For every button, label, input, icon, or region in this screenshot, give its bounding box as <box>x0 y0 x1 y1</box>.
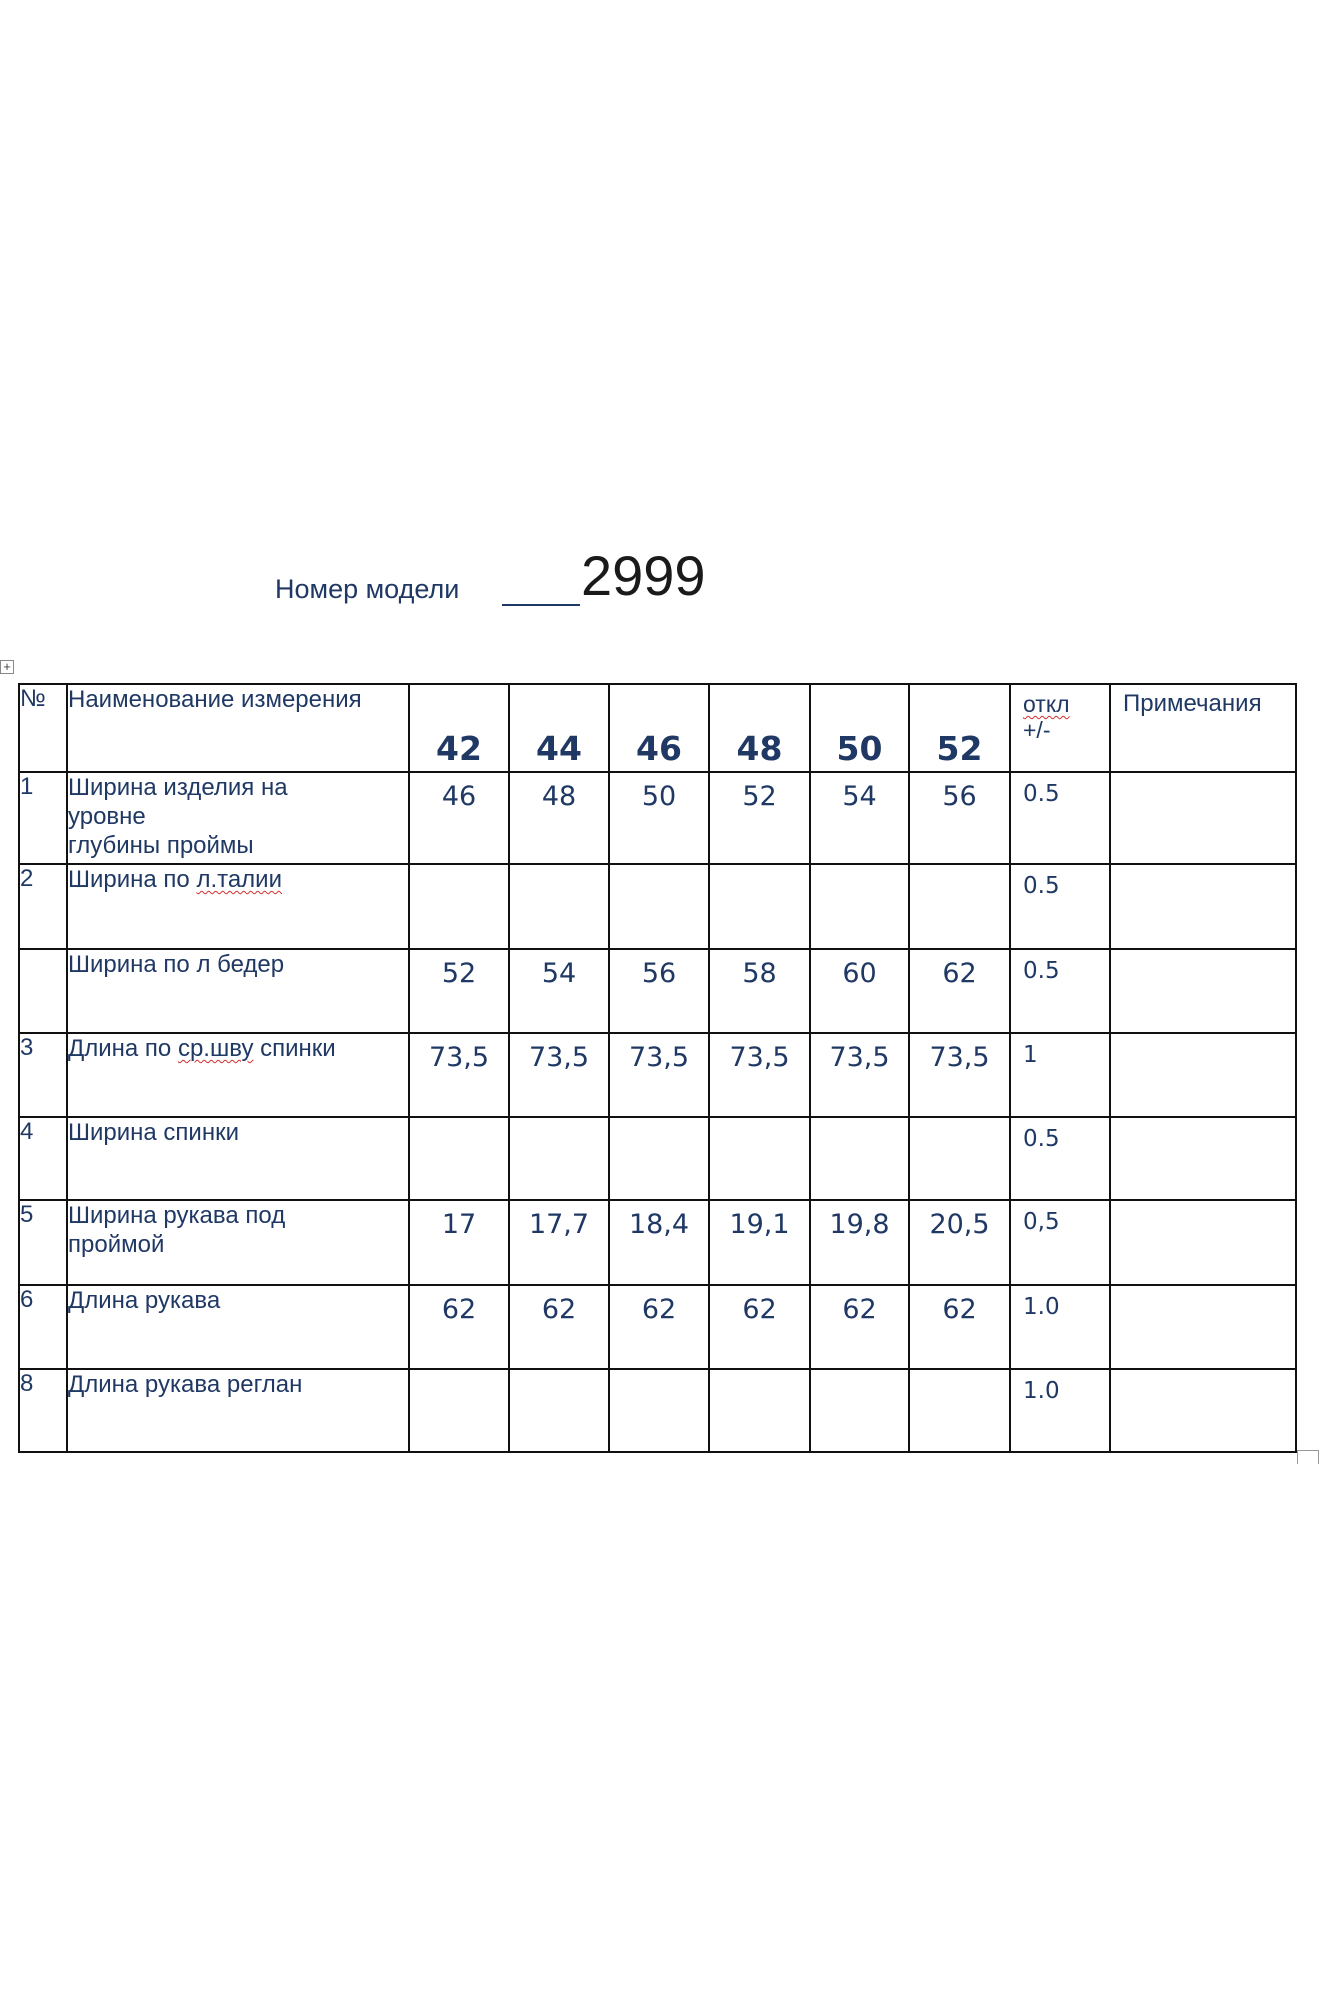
measurement-name-line: Длина рукава <box>68 1287 221 1314</box>
measurement-table <box>18 683 1297 1453</box>
size-header-46: 46 <box>609 684 709 772</box>
size-value-46 <box>609 1117 709 1200</box>
table-row <box>19 1285 1296 1369</box>
size-header-50: 50 <box>810 684 909 772</box>
size-value-46: 62 <box>609 1285 709 1369</box>
size-value-48 <box>709 1369 810 1452</box>
size-value-52 <box>909 1117 1010 1200</box>
size-value-42 <box>409 1369 509 1452</box>
size-value-50: 19,8 <box>810 1200 909 1285</box>
spellcheck-marked-word: л.талии <box>196 866 282 893</box>
tolerance-value: 1.0 <box>1010 1285 1110 1369</box>
measurement-name <box>67 772 409 864</box>
table-row <box>19 1369 1296 1452</box>
size-value-46: 56 <box>609 949 709 1033</box>
size-value-50: 62 <box>810 1285 909 1369</box>
measurement-name-line: Длина рукава реглан <box>68 1371 303 1398</box>
notes-cell <box>1110 1033 1296 1117</box>
tolerance-value: 0,5 <box>1010 1200 1110 1285</box>
header-tolerance-line2: +/- <box>1023 717 1051 743</box>
tolerance-value: 0.5 <box>1010 772 1110 864</box>
size-value-44: 48 <box>509 772 609 864</box>
header-no: № <box>20 685 46 712</box>
size-value-42: 62 <box>409 1285 509 1369</box>
size-value-48: 19,1 <box>709 1200 810 1285</box>
measurement-name-line: Ширина рукава под <box>68 1202 286 1229</box>
measurement-name <box>67 1117 409 1200</box>
measurement-name-part: Длина по <box>68 1035 178 1062</box>
row-number <box>19 949 67 1033</box>
size-value-42: 52 <box>409 949 509 1033</box>
measurement-name <box>67 1200 409 1285</box>
size-value-50 <box>810 1117 909 1200</box>
tolerance-value: 1.0 <box>1010 1369 1110 1452</box>
size-value-52: 62 <box>909 1285 1010 1369</box>
notes-cell <box>1110 949 1296 1033</box>
size-value-42: 73,5 <box>409 1033 509 1117</box>
measurement-name-part: Ширина по <box>68 866 197 893</box>
notes-cell <box>1110 1200 1296 1285</box>
tolerance-value: 1 <box>1010 1033 1110 1117</box>
size-header-42: 42 <box>409 684 509 772</box>
notes-cell <box>1110 772 1296 864</box>
notes-cell <box>1110 1369 1296 1452</box>
size-value-50: 73,5 <box>810 1033 909 1117</box>
size-value-52: 73,5 <box>909 1033 1010 1117</box>
row-number: 8 <box>19 1369 67 1452</box>
measurement-name <box>67 1033 409 1117</box>
size-value-52: 62 <box>909 949 1010 1033</box>
size-value-44 <box>509 1117 609 1200</box>
notes-cell <box>1110 1285 1296 1369</box>
size-value-48 <box>709 864 810 949</box>
measurement-name-line: уровне <box>68 803 146 830</box>
size-value-44: 54 <box>509 949 609 1033</box>
size-value-50 <box>810 864 909 949</box>
row-number: 3 <box>19 1033 67 1117</box>
size-value-52: 56 <box>909 772 1010 864</box>
size-value-48: 58 <box>709 949 810 1033</box>
size-value-44 <box>509 864 609 949</box>
table-row <box>19 1117 1296 1200</box>
measurement-name-line <box>68 865 408 894</box>
size-value-46 <box>609 864 709 949</box>
measurement-name-line <box>68 1034 408 1063</box>
spellcheck-marked-word: ср.шву <box>177 1035 254 1062</box>
size-value-46: 18,4 <box>609 1200 709 1285</box>
row-number: 6 <box>19 1285 67 1369</box>
size-value-52 <box>909 1369 1010 1452</box>
size-header-52: 52 <box>909 684 1010 772</box>
table-row <box>19 949 1296 1033</box>
table-move-handle-icon[interactable]: + <box>0 660 14 674</box>
size-value-48: 62 <box>709 1285 810 1369</box>
size-value-46: 73,5 <box>609 1033 709 1117</box>
size-value-44: 73,5 <box>509 1033 609 1117</box>
model-number-value: 2999 <box>581 544 706 607</box>
measurement-name-line: Ширина по л бедер <box>68 951 285 978</box>
measurement-name-line: Ширина спинки <box>68 1119 239 1146</box>
size-value-44: 62 <box>509 1285 609 1369</box>
header-no-cell <box>19 684 67 772</box>
size-value-46: 50 <box>609 772 709 864</box>
measurement-name-line: Ширина изделия на <box>68 774 288 801</box>
size-value-48: 52 <box>709 772 810 864</box>
measurement-name-part: спинки <box>253 1035 336 1062</box>
header-tolerance-cell <box>1010 684 1110 772</box>
size-value-42: 46 <box>409 772 509 864</box>
tolerance-value: 0.5 <box>1010 864 1110 949</box>
size-value-48 <box>709 1117 810 1200</box>
size-value-42 <box>409 1117 509 1200</box>
size-value-50 <box>810 1369 909 1452</box>
notes-cell <box>1110 1117 1296 1200</box>
measurement-name <box>67 1285 409 1369</box>
size-header-44: 44 <box>509 684 609 772</box>
header-notes: Примечания <box>1123 690 1262 717</box>
measurement-name <box>67 949 409 1033</box>
row-number: 4 <box>19 1117 67 1200</box>
size-value-44: 17,7 <box>509 1200 609 1285</box>
tolerance-value: 0.5 <box>1010 1117 1110 1200</box>
size-value-50: 54 <box>810 772 909 864</box>
size-value-44 <box>509 1369 609 1452</box>
tolerance-value: 0.5 <box>1010 949 1110 1033</box>
table-row <box>19 1200 1296 1285</box>
model-number-underline <box>502 604 580 606</box>
model-number-label: Номер модели <box>275 574 460 604</box>
size-value-50: 60 <box>810 949 909 1033</box>
size-value-42: 17 <box>409 1200 509 1285</box>
header-notes-cell <box>1110 684 1296 772</box>
measurement-name-line: проймой <box>68 1231 165 1258</box>
measurement-name <box>67 1369 409 1452</box>
size-value-52: 20,5 <box>909 1200 1010 1285</box>
row-number: 5 <box>19 1200 67 1285</box>
row-number: 2 <box>19 864 67 949</box>
size-value-52 <box>909 864 1010 949</box>
header-tolerance-line1: откл <box>1023 691 1070 717</box>
header-name: Наименование измерения <box>68 686 362 713</box>
table-row <box>19 772 1296 864</box>
size-value-46 <box>609 1369 709 1452</box>
table-row <box>19 864 1296 949</box>
measurement-name-line: глубины проймы <box>68 832 254 859</box>
header-name-cell <box>67 684 409 772</box>
table-row <box>19 1033 1296 1117</box>
size-value-42 <box>409 864 509 949</box>
notes-cell <box>1110 864 1296 949</box>
row-number: 1 <box>19 772 67 864</box>
table-header-row <box>19 684 1296 772</box>
size-value-48: 73,5 <box>709 1033 810 1117</box>
table-resize-handle-icon[interactable] <box>1297 1450 1319 1464</box>
size-header-48: 48 <box>709 684 810 772</box>
measurement-name <box>67 864 409 949</box>
